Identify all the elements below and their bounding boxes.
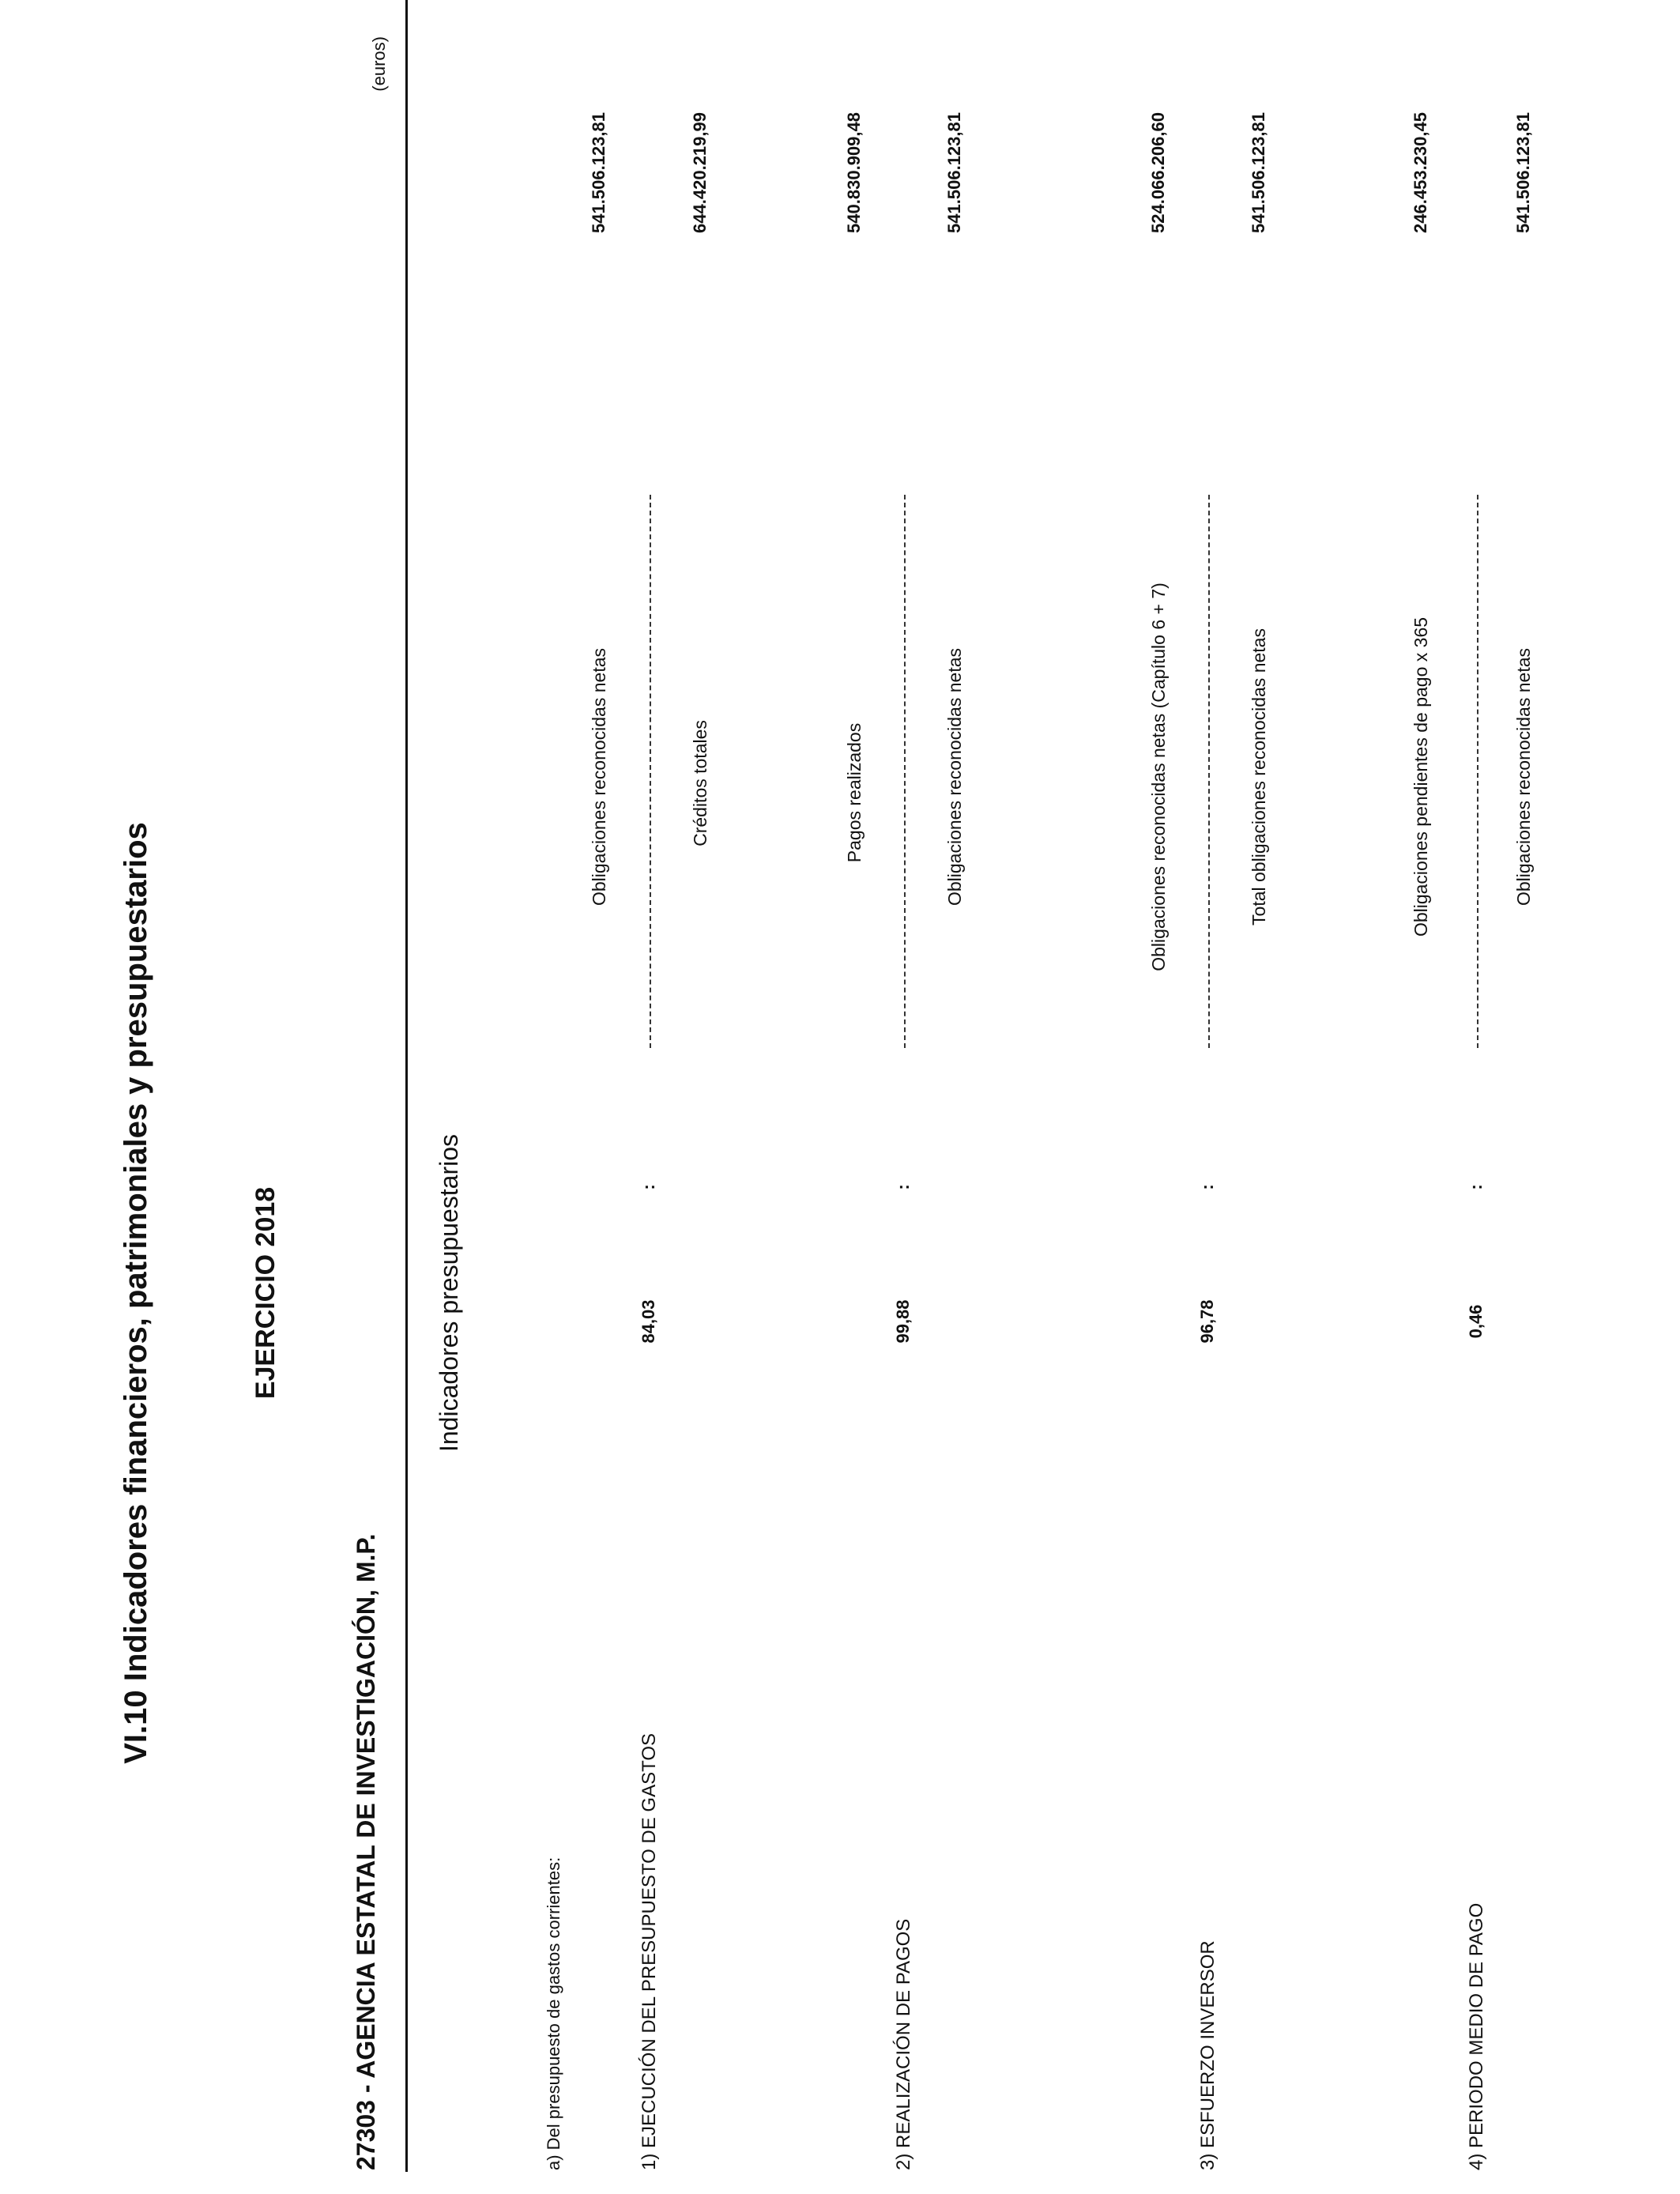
units-label: (euros) <box>369 36 389 92</box>
numerator-label: Pagos realizados <box>844 722 864 863</box>
numerator-value: 541.506.123,81 <box>589 112 608 233</box>
indicator-name: 3) ESFUERZO INVERSOR <box>1197 1940 1219 2170</box>
numerator-label: Obligaciones reconocidas netas <box>589 647 609 907</box>
numerator-label: Obligaciones reconocidas netas (Capítulo 6 + 7) <box>1148 582 1169 971</box>
numerator-value: 540.830.909,48 <box>844 112 864 233</box>
indicator-value: 96,78 <box>1197 1299 1217 1344</box>
entity-name: 27303 - AGENCIA ESTATAL DE INVESTIGACIÓN, M.P. <box>352 1533 380 2170</box>
numerator-value: 246.453.230,45 <box>1411 112 1430 233</box>
indicator-colon: : <box>638 1184 658 1190</box>
fraction-line <box>1477 495 1478 1048</box>
denominator-value: 541.506.123,81 <box>1249 112 1268 233</box>
denominator-label: Obligaciones reconocidas netas <box>1513 647 1534 907</box>
numerator-value: 524.066.206,60 <box>1148 112 1168 233</box>
indicator-value: 99,88 <box>893 1299 913 1344</box>
denominator-label: Créditos totales <box>690 720 710 846</box>
numerator-label: Obligaciones pendientes de pago x 365 <box>1411 616 1431 937</box>
denominator-value: 541.506.123,81 <box>944 112 964 233</box>
indicator-colon: : <box>1466 1184 1486 1190</box>
denominator-value: 541.506.123,81 <box>1513 112 1533 233</box>
section-title: Indicadores presupuestarios <box>435 1133 463 1453</box>
denominator-label: Total obligaciones reconocidas netas <box>1249 628 1269 925</box>
fraction-line <box>1208 495 1210 1048</box>
indicator-colon: : <box>893 1184 913 1190</box>
indicator-name: 4) PERIODO MEDIO DE PAGO <box>1466 1902 1487 2170</box>
section-subtitle: a) Del presupuesto de gastos corrientes: <box>544 1857 563 2170</box>
indicator-name: 1) EJECUCIÓN DEL PRESUPUESTO DE GASTOS <box>638 1732 660 2170</box>
fraction-line <box>904 495 906 1048</box>
report-title: VI.10 Indicadores financieros, patrimoniales y presupuestarios <box>119 822 153 1764</box>
indicator-name: 2) REALIZACIÓN DE PAGOS <box>893 1918 914 2170</box>
indicator-colon: : <box>1197 1184 1217 1190</box>
indicator-value: 84,03 <box>638 1299 658 1344</box>
fraction-line <box>650 495 651 1048</box>
denominator-value: 644.420.219,99 <box>690 112 710 233</box>
ejercicio-label: EJERCICIO 2018 <box>250 1186 281 1400</box>
header-rule <box>405 0 408 2172</box>
indicator-value: 0,46 <box>1466 1304 1486 1339</box>
denominator-label: Obligaciones reconocidas netas <box>944 647 965 907</box>
